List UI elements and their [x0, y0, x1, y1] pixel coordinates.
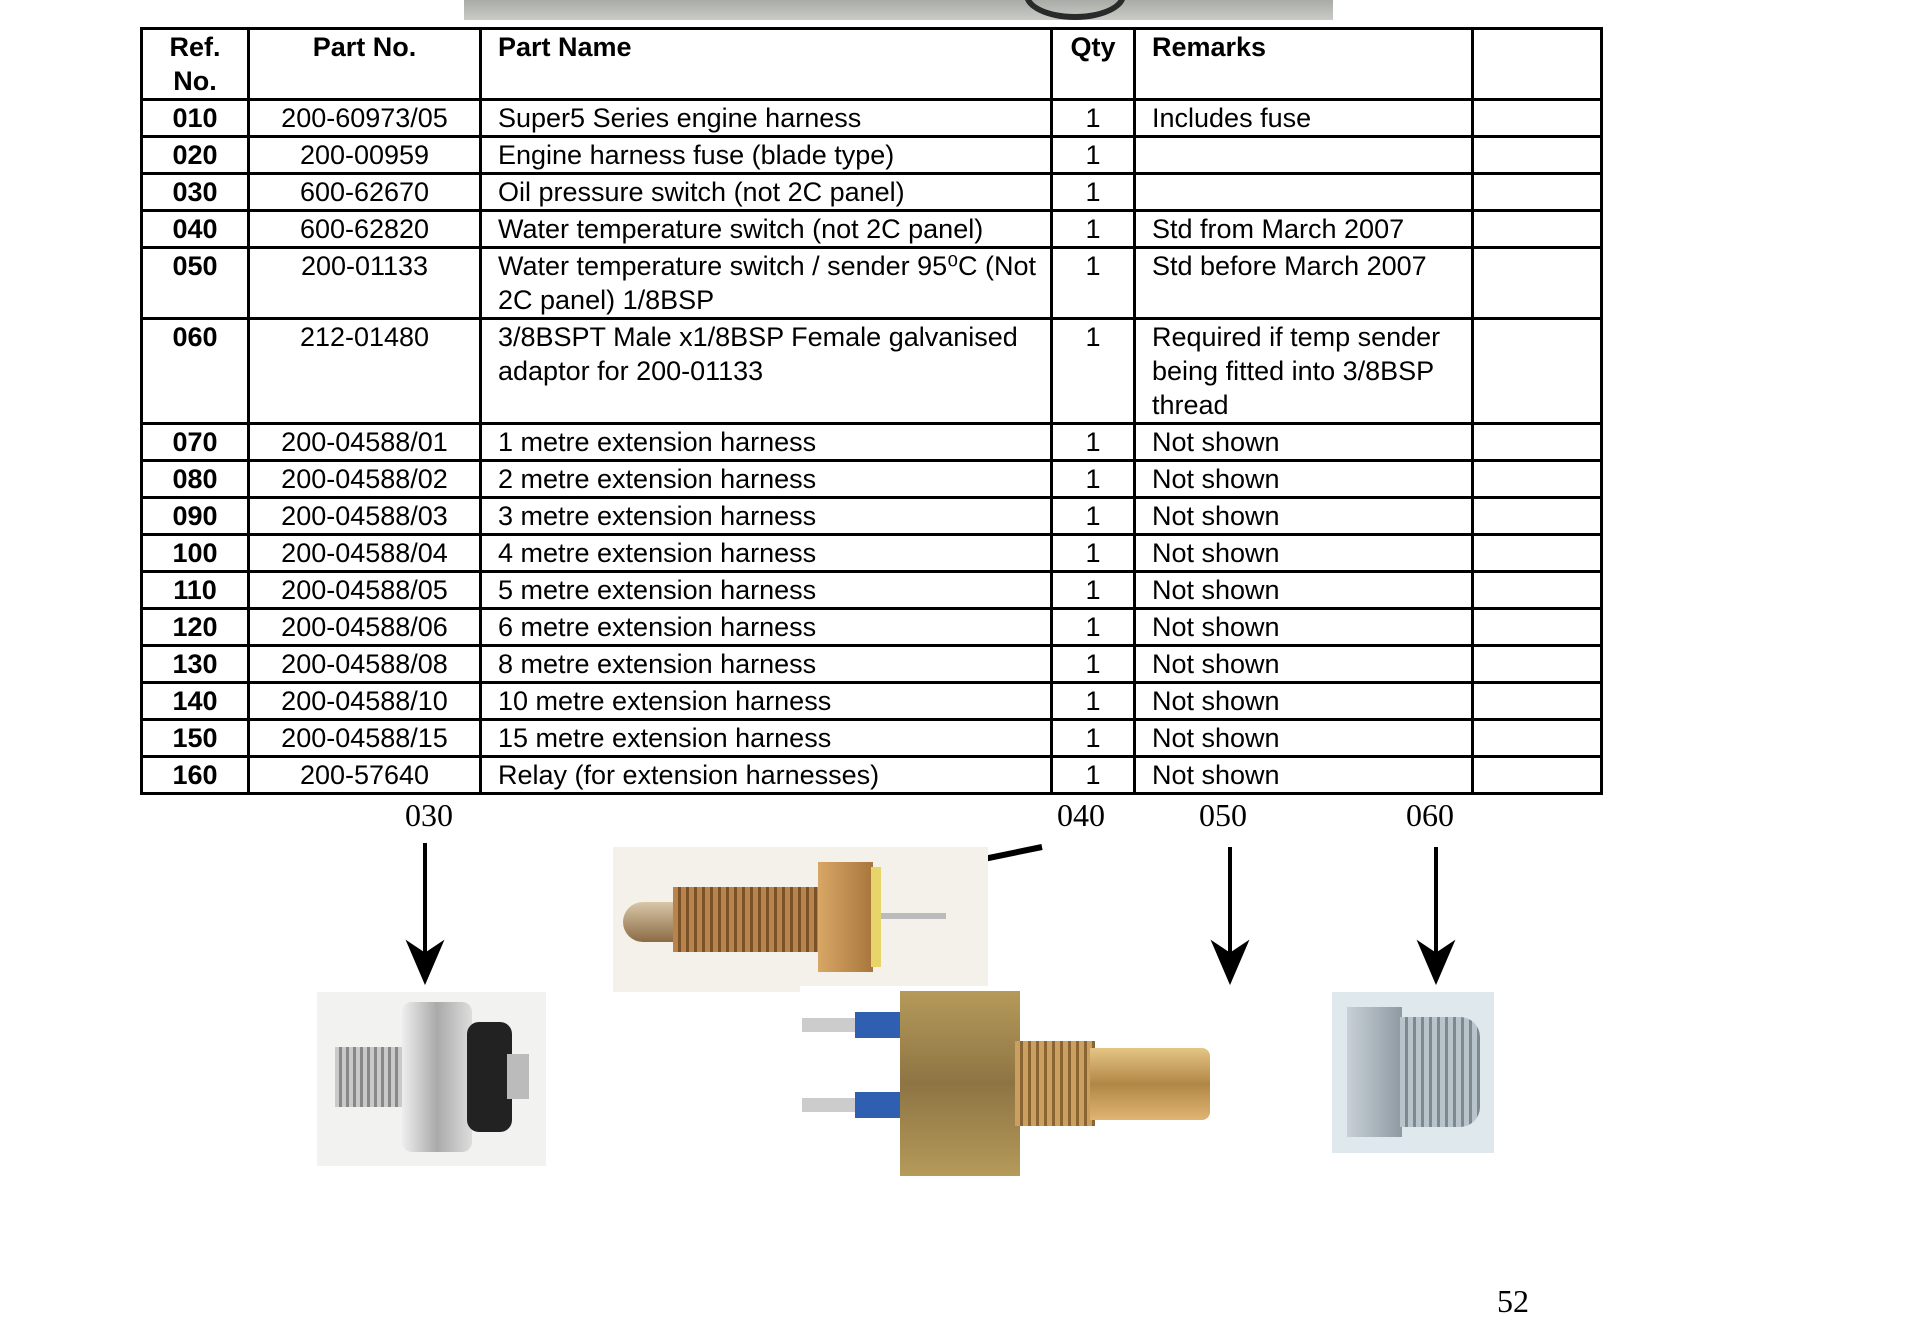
cell-part-no: 200-04588/04 [249, 535, 481, 572]
cell-ref-no: 040 [142, 211, 249, 248]
cell-part-name: 6 metre extension harness [481, 609, 1052, 646]
cell-part-no: 600-62670 [249, 174, 481, 211]
cell-ref-no: 100 [142, 535, 249, 572]
cell-qty: 1 [1052, 174, 1135, 211]
cell-qty: 1 [1052, 498, 1135, 535]
photo-030-oil-pressure-switch [317, 992, 546, 1166]
cell-qty: 1 [1052, 100, 1135, 137]
cell-ref-no: 150 [142, 720, 249, 757]
cell-ref-no: 020 [142, 137, 249, 174]
cell-part-name: 3 metre extension harness [481, 498, 1052, 535]
cell-part-no: 200-04588/08 [249, 646, 481, 683]
cell-part-no: 200-01133 [249, 248, 481, 319]
cell-ref-no: 130 [142, 646, 249, 683]
cell-part-name: 1 metre extension harness [481, 424, 1052, 461]
cell-qty: 1 [1052, 424, 1135, 461]
cell-remarks: Std before March 2007 [1135, 248, 1473, 319]
cell-part-no: 200-04588/10 [249, 683, 481, 720]
cell-remarks: Not shown [1135, 498, 1473, 535]
cell-remarks: Not shown [1135, 757, 1473, 794]
cell-qty: 1 [1052, 683, 1135, 720]
callout-050: 050 [1199, 797, 1247, 833]
cell-part-name: 5 metre extension harness [481, 572, 1052, 609]
cell-part-name: 4 metre extension harness [481, 535, 1052, 572]
cell-part-no: 200-04588/01 [249, 424, 481, 461]
cell-remarks: Not shown [1135, 572, 1473, 609]
page-number: 52 [1497, 1283, 1529, 1319]
cell-qty: 1 [1052, 461, 1135, 498]
cell-ref-no: 070 [142, 424, 249, 461]
cell-remarks: Not shown [1135, 683, 1473, 720]
cell-qty: 1 [1052, 572, 1135, 609]
cell-part-name: Oil pressure switch (not 2C panel) [481, 174, 1052, 211]
cell-ref-no: 090 [142, 498, 249, 535]
cell-part-name: 3/8BSPT Male x1/8BSP Female galvanised adaptor for 200-01133 [481, 319, 1052, 424]
cell-ref-no: 010 [142, 100, 249, 137]
cell-part-name: Water temperature switch / sender 95⁰C (Not 2C panel) 1/8BSP [481, 248, 1052, 319]
cell-ref-no: 060 [142, 319, 249, 424]
cell-remarks: Not shown [1135, 720, 1473, 757]
cell-ref-no: 140 [142, 683, 249, 720]
cell-part-name: Super5 Series engine harness [481, 100, 1052, 137]
header-part-name: Part Name [481, 29, 1052, 100]
cell-remarks: Not shown [1135, 609, 1473, 646]
photo-060-adaptor [1332, 992, 1494, 1153]
cell-part-no: 200-00959 [249, 137, 481, 174]
cell-remarks: Required if temp sender being fitted into 3/8BSP thread [1135, 319, 1473, 424]
cell-remarks: Not shown [1135, 424, 1473, 461]
cell-part-no: 212-01480 [249, 319, 481, 424]
cell-qty: 1 [1052, 757, 1135, 794]
cell-qty: 1 [1052, 609, 1135, 646]
cell-remarks: Not shown [1135, 535, 1473, 572]
cell-qty: 1 [1052, 535, 1135, 572]
cell-qty: 1 [1052, 646, 1135, 683]
cell-part-name: 10 metre extension harness [481, 683, 1052, 720]
cell-part-no: 200-04588/05 [249, 572, 481, 609]
callout-030: 030 [405, 797, 453, 833]
cell-ref-no: 160 [142, 757, 249, 794]
cell-part-name: Relay (for extension harnesses) [481, 757, 1052, 794]
cell-part-no: 200-04588/02 [249, 461, 481, 498]
cell-part-no: 600-62820 [249, 211, 481, 248]
cell-ref-no: 030 [142, 174, 249, 211]
cell-ref-no: 080 [142, 461, 249, 498]
header-remarks: Remarks [1135, 29, 1473, 100]
cell-part-no: 200-04588/15 [249, 720, 481, 757]
header-ref-no: Ref. No. [142, 29, 249, 100]
header-part-no: Part No. [249, 29, 481, 100]
cell-part-no: 200-04588/03 [249, 498, 481, 535]
photo-040-water-temp-switch [613, 847, 988, 992]
cell-part-name: 8 metre extension harness [481, 646, 1052, 683]
cell-qty: 1 [1052, 720, 1135, 757]
cell-qty: 1 [1052, 211, 1135, 248]
photo-050-water-temp-sender [800, 986, 1277, 1184]
cell-remarks: Std from March 2007 [1135, 211, 1473, 248]
cell-part-name: Engine harness fuse (blade type) [481, 137, 1052, 174]
cell-part-no: 200-60973/05 [249, 100, 481, 137]
cell-ref-no: 050 [142, 248, 249, 319]
cell-qty: 1 [1052, 248, 1135, 319]
cell-ref-no: 110 [142, 572, 249, 609]
cell-qty: 1 [1052, 137, 1135, 174]
cell-part-name: Water temperature switch (not 2C panel) [481, 211, 1052, 248]
cell-remarks: Includes fuse [1135, 100, 1473, 137]
cell-remarks: Not shown [1135, 646, 1473, 683]
cell-qty: 1 [1052, 319, 1135, 424]
cell-ref-no: 120 [142, 609, 249, 646]
cell-part-name: 15 metre extension harness [481, 720, 1052, 757]
cell-part-no: 200-04588/06 [249, 609, 481, 646]
callout-060: 060 [1406, 797, 1454, 833]
callout-040: 040 [1057, 797, 1105, 833]
cell-remarks: Not shown [1135, 461, 1473, 498]
header-qty: Qty [1052, 29, 1135, 100]
cell-part-no: 200-57640 [249, 757, 481, 794]
cell-part-name: 2 metre extension harness [481, 461, 1052, 498]
